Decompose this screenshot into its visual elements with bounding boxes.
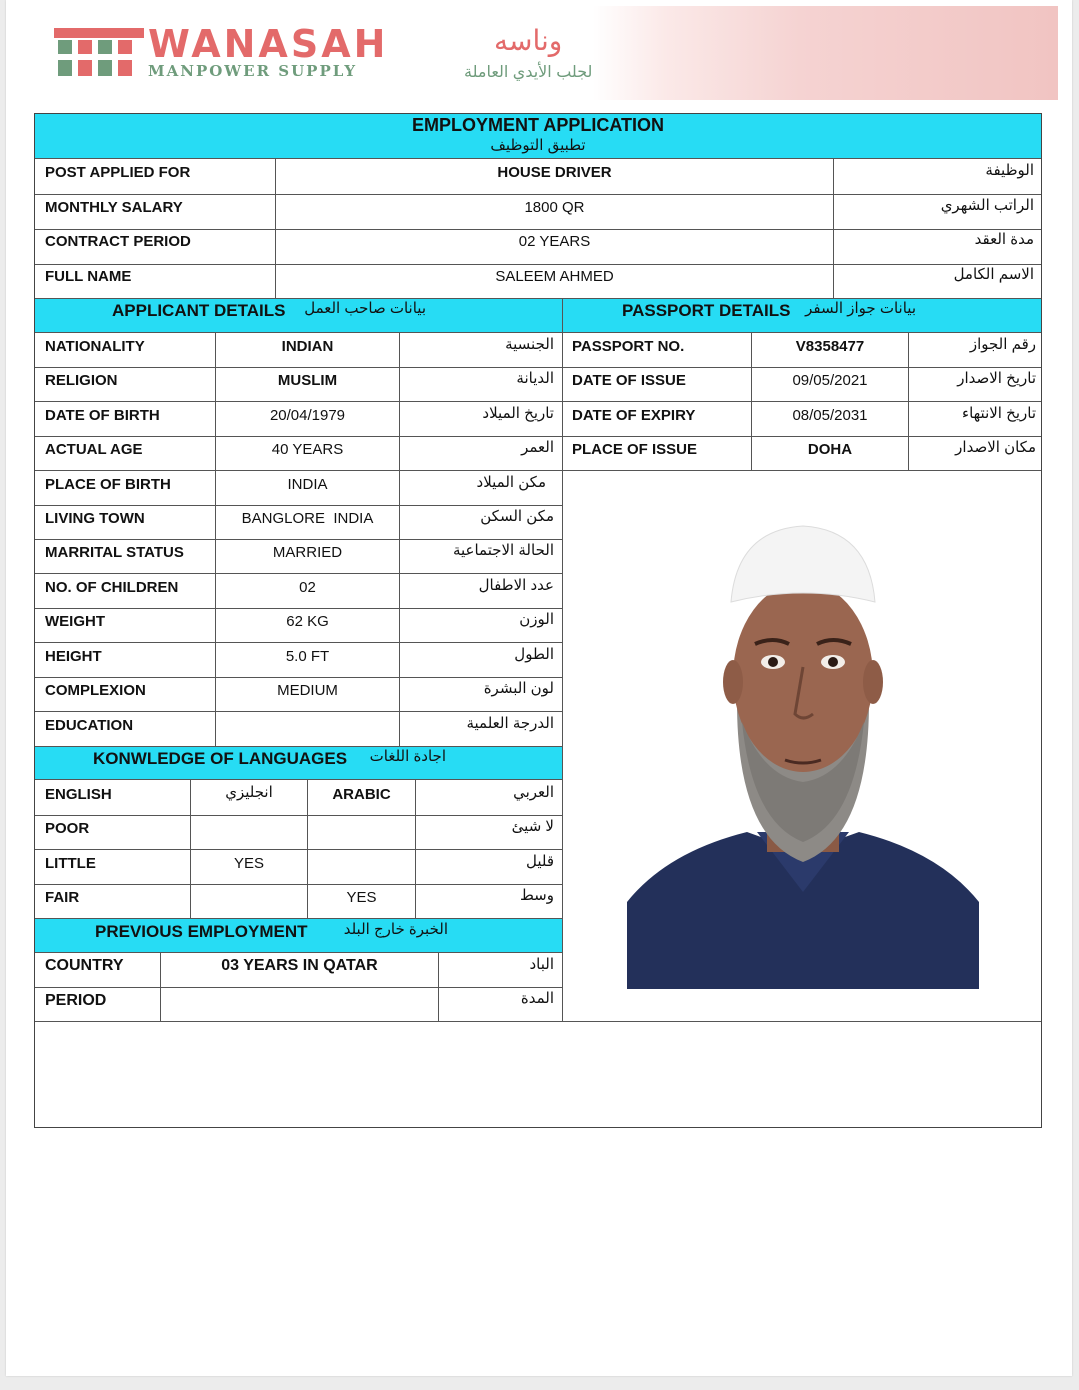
education-label: EDUCATION [45, 717, 134, 734]
lang-fair-label: FAIR [45, 889, 80, 906]
passport-no-label: PASSPORT NO. [572, 338, 685, 355]
complexion-arabic: لون البشرة [483, 680, 554, 697]
complexion-value: MEDIUM [277, 682, 338, 699]
salary-arabic: الراتب الشهري [940, 197, 1034, 214]
lang-arabic-arabic-header: العربي [513, 784, 554, 801]
height-label: HEIGHT [45, 648, 102, 665]
languages-title: KONWLEDGE OF LANGUAGES [93, 749, 348, 768]
lang-little-arabic-label: قليل [525, 853, 554, 870]
lang-english-arabic-header: انجليزي [225, 784, 273, 801]
weight-label: WEIGHT [45, 613, 105, 630]
logo-arabic: وناسه [494, 25, 563, 56]
applicant-title: APPLICANT DETAILS [112, 301, 286, 320]
logo-subtitle: MANPOWER SUPPLY [148, 62, 358, 80]
pob-arabic: مكن الميلاد [476, 474, 546, 491]
logo-name: WANASAH [148, 22, 389, 66]
passport-no-arabic: رقم الجواز [969, 336, 1036, 353]
contract-value: 02 YEARS [518, 233, 591, 250]
children-label: NO. OF CHILDREN [45, 579, 179, 596]
issue-date-arabic: تاريخ الاصدار [957, 370, 1036, 387]
marital-value: MARRIED [272, 544, 343, 561]
pob-label: PLACE OF BIRTH [45, 476, 171, 493]
form-title-arabic: تطبيق التوظيف [490, 137, 586, 154]
nationality-arabic: الجنسية [505, 336, 554, 353]
post-arabic: الوظيفة [985, 162, 1034, 179]
expiry-date-label: DATE OF EXPIRY [572, 407, 696, 424]
lang-fair-arabic-label: وسط [519, 887, 554, 904]
children-arabic: عدد الاطفال [478, 577, 554, 594]
form-title: EMPLOYMENT APPLICATION [412, 115, 664, 135]
passport-title: PASSPORT DETAILS [622, 301, 791, 320]
issue-place-value: DOHA [807, 441, 853, 458]
fullname-arabic: الاسم الكامل [953, 266, 1034, 283]
expiry-date-value: 08/05/2031 [792, 407, 868, 424]
post-label: POST APPLIED FOR [45, 164, 191, 181]
weight-arabic: الوزن [519, 611, 554, 628]
lang-little-label: LITTLE [45, 855, 96, 872]
languages-title-arabic: اجادة اللغات [369, 748, 446, 765]
marital-arabic: الحالة الاجتماعية [452, 542, 554, 559]
previous-title-arabic: الخبرة خارج البلد [343, 921, 448, 938]
nationality-value: INDIAN [281, 338, 334, 355]
logo-icon [54, 28, 144, 78]
salary-value: 1800 QR [524, 199, 585, 216]
age-label: ACTUAL AGE [45, 441, 143, 458]
nationality-label: NATIONALITY [45, 338, 145, 355]
lang-arabic-header: ARABIC [332, 786, 391, 803]
height-value: 5.0 FT [285, 648, 330, 665]
age-arabic: العمر [521, 439, 554, 456]
education-arabic: الدرجة العلمية [466, 715, 554, 732]
complexion-label: COMPLEXION [45, 682, 146, 699]
dob-value: 20/04/1979 [269, 407, 346, 424]
expiry-date-arabic: تاريخ الانتهاء [962, 405, 1036, 422]
previous-title: PREVIOUS EMPLOYMENT [95, 922, 308, 941]
logo-arabic-subtitle: لجلب الأيدي العاملة [464, 64, 593, 81]
period-label: PERIOD [45, 992, 107, 1009]
religion-arabic: الديانة [516, 370, 554, 387]
country-arabic: الباد [529, 956, 554, 973]
issue-date-label: DATE OF ISSUE [572, 372, 686, 389]
country-label: COUNTRY [45, 957, 124, 974]
lang-english-header: ENGLISH [45, 786, 112, 803]
lang-poor-label: POOR [45, 820, 90, 837]
salary-label: MONTHLY SALARY [45, 199, 183, 216]
children-value: 02 [299, 579, 316, 596]
document-page [6, 0, 1072, 1376]
country-value: 03 YEARS IN QATAR [221, 957, 378, 974]
religion-value: MUSLIM [277, 372, 338, 389]
dob-label: DATE OF BIRTH [45, 407, 160, 424]
contract-label: CONTRACT PERIOD [45, 233, 191, 250]
height-arabic: الطول [514, 646, 554, 663]
religion-label: RELIGION [45, 372, 118, 389]
town-value: BANGLORE INDIA [241, 510, 374, 527]
town-arabic: مكن السكن [480, 508, 554, 525]
post-value: HOUSE DRIVER [497, 164, 612, 181]
letterhead [24, 6, 1058, 100]
applicant-title-arabic: بيانات صاحب العمل [304, 300, 426, 317]
passport-no-value: V8358477 [795, 338, 865, 355]
issue-date-value: 09/05/2021 [792, 372, 868, 389]
issue-place-label: PLACE OF ISSUE [572, 441, 698, 458]
applicant-photo [627, 492, 979, 989]
marital-label: MARRITAL STATUS [45, 544, 184, 561]
period-arabic: المدة [520, 990, 554, 1007]
fullname-value: SALEEM AHMED [495, 268, 614, 285]
age-value: 40 YEARS [271, 441, 344, 458]
fullname-label: FULL NAME [45, 268, 132, 285]
dob-arabic: تاريخ الميلاد [482, 405, 554, 422]
contract-arabic: مدة العقد [974, 231, 1034, 248]
town-label: LIVING TOWN [45, 510, 145, 527]
lang-poor-arabic-label: لا شيئ [511, 818, 554, 835]
weight-value: 62 KG [286, 613, 329, 630]
lang-fair-arabic: YES [346, 889, 377, 906]
lang-little-english: YES [233, 855, 264, 872]
pob-value: INDIA [287, 476, 328, 493]
issue-place-arabic: مكان الاصدار [955, 439, 1036, 456]
passport-title-arabic: بيانات جواز السفر [805, 300, 916, 317]
